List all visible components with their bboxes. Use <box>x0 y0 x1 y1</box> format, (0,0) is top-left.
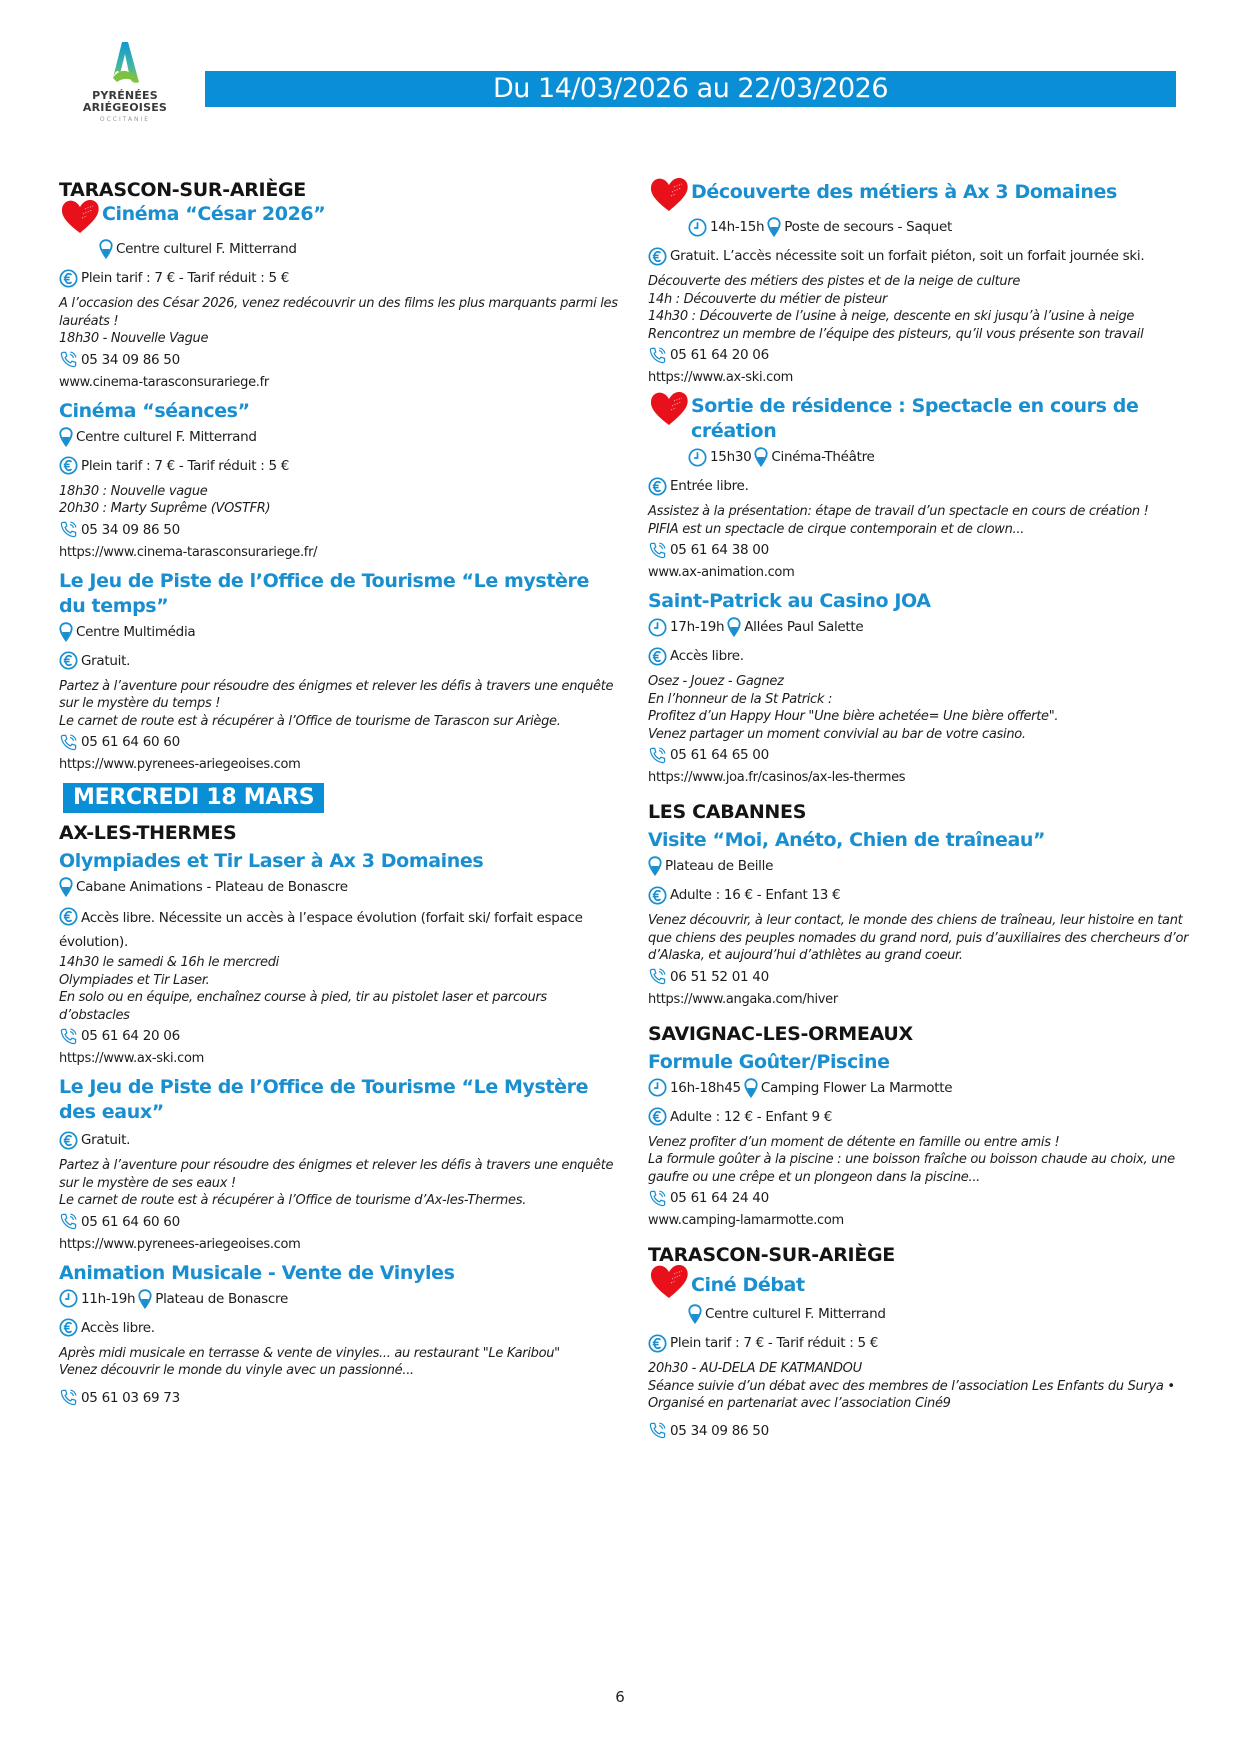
location-pin-icon <box>767 217 781 237</box>
event-location: Camping Flower La Marmotte <box>760 1079 953 1096</box>
event-phone[interactable]: 05 61 64 20 06 <box>81 1028 180 1044</box>
event-price: Gratuit. L’accès nécessite soit un forfait piéton, soit un forfait journée ski. <box>670 248 1145 264</box>
event-url-link[interactable]: https://www.pyrenees-ariegeoises.com <box>59 757 301 772</box>
description-line: 14h30 : Découverte de l’usine à neige, descente en ski jusqu’à l’usine à neige <box>648 309 1135 324</box>
town-heading: LES CABANNES <box>648 801 807 823</box>
description-line: Partez à l’aventure pour résoudre des énigmes et relever les défis à travers une enquête sur le mystère de ses eaux ! <box>59 1158 614 1191</box>
event-title: Animation Musicale - Vente de Vinyles <box>59 1261 455 1284</box>
town-heading: TARASCON-SUR-ARIÈGE <box>59 179 306 201</box>
event-card <box>648 180 1208 388</box>
event-card <box>59 399 619 563</box>
event-url-link[interactable]: https://www.cinema-tarasconsurariege.fr/ <box>59 544 318 560</box>
event-title: Sortie de résidence : Spectacle en cours de création <box>691 395 1139 442</box>
event-description <box>59 678 619 731</box>
event-phone[interactable]: 05 61 64 24 40 <box>670 1190 769 1206</box>
description-line: Le carnet de route est à récupérer à l’Office de tourisme de Tarascon sur Ariège. <box>59 713 561 729</box>
location-pin-icon <box>688 1304 702 1324</box>
location-pin-icon <box>59 427 73 447</box>
phone-icon <box>648 541 667 560</box>
event-url-link[interactable]: www.ax-animation.com <box>648 565 795 580</box>
event-price: Adulte : 12 € - Enfant 9 € <box>670 1108 833 1125</box>
event-phone[interactable]: 05 34 09 86 50 <box>670 1422 769 1439</box>
phone-icon <box>59 1212 78 1231</box>
euro-icon <box>648 247 667 266</box>
town-heading: TARASCON-SUR-ARIÈGE <box>648 1244 895 1266</box>
phone-icon <box>648 1189 667 1208</box>
description-line: Découverte des métiers des pistes et de la neige de culture <box>648 274 1021 289</box>
event-phone[interactable]: 05 34 09 86 50 <box>81 521 180 538</box>
event-card <box>648 394 1208 583</box>
event-phone[interactable]: 05 61 64 20 06 <box>670 347 769 363</box>
event-location: Poste de secours - Saquet <box>784 219 952 235</box>
event-title: Découverte des métiers à Ax 3 Domaines <box>691 181 1117 203</box>
event-time: 16h-18h45 <box>670 1079 741 1096</box>
euro-icon <box>648 886 667 905</box>
location-pin-icon <box>138 1289 152 1309</box>
event-url-link[interactable]: https://www.joa.fr/casinos/ax-les-thermes <box>648 770 906 785</box>
description-line: 20h30 - AU-DELA DE KATMANDOU <box>648 1361 862 1376</box>
event-location: Centre culturel F. Mitterrand <box>116 241 297 257</box>
event-description <box>648 503 1208 538</box>
euro-icon <box>648 647 667 666</box>
phone-icon <box>648 967 667 986</box>
event-description <box>648 1360 1208 1413</box>
logo-line-3: OCCITANIE <box>99 116 151 123</box>
description-line: Venez découvrir le monde du vinyle avec un passionné... <box>59 1363 414 1378</box>
event-title: Le Jeu de Piste de l’Office de Tourisme “Le Mystère des eaux” <box>59 1076 589 1123</box>
day-banner: MERCREDI 18 MARS <box>63 783 324 813</box>
euro-icon <box>648 477 667 496</box>
event-card <box>59 202 619 393</box>
logo-line-1: PYRÉNÉES <box>92 89 158 102</box>
phone-icon <box>648 746 667 765</box>
event-card <box>59 849 619 1069</box>
event-phone[interactable]: 05 61 64 38 00 <box>670 542 769 558</box>
event-card <box>59 1075 619 1255</box>
description-line: En l’honneur de la St Patrick : <box>648 691 833 707</box>
heart-icon <box>648 1263 690 1301</box>
event-card <box>648 828 1208 1010</box>
event-url-link[interactable]: https://www.ax-ski.com <box>648 370 793 385</box>
description-line: 14h30 le samedi & 16h le mercredi <box>59 955 279 970</box>
phone-icon <box>59 520 78 539</box>
phone-icon <box>59 1388 78 1407</box>
location-pin-icon <box>99 239 113 259</box>
clock-icon <box>59 1289 78 1308</box>
event-phone[interactable]: 05 61 64 60 60 <box>81 734 180 750</box>
clock-icon <box>688 448 707 467</box>
euro-icon <box>59 1131 78 1150</box>
event-title: Ciné Débat <box>691 1274 805 1296</box>
description-line: Le carnet de route est à récupérer à l’Office de tourisme d’Ax-les-Thermes. <box>59 1193 527 1208</box>
description-line: PIFIA est un spectacle de cirque contemporain et de clown... <box>648 521 1025 537</box>
event-price: Entrée libre. <box>670 478 749 494</box>
location-pin-icon <box>727 617 741 637</box>
euro-icon <box>59 269 78 288</box>
location-pin-icon <box>744 1078 758 1098</box>
event-description: Venez découvrir, à leur contact, le monde des chiens de traîneau, leur histoire en tant que chiens des peuples nomades du grand nord, puis d’auxiliaires des chercheurs d’or d’Alaska, et aujourd’hui d’athlètes au grand coeur. <box>648 913 1189 963</box>
description-line: Rencontrez un membre de l’équipe des pisteurs, qu’il vous présente son travail <box>648 326 1144 342</box>
description-line: Assistez à la présentation: étape de travail d’un spectacle en cours de création ! <box>648 504 1149 519</box>
description-line: En solo ou en équipe, enchaînez course à pied, tir au pistolet laser et parcours d’obstacles <box>59 990 547 1023</box>
euro-icon <box>59 456 78 475</box>
event-description <box>59 1345 619 1380</box>
location-pin-icon <box>648 856 662 876</box>
event-price-block <box>59 906 619 954</box>
pyrenees-ariegeoises-logo <box>70 38 180 138</box>
event-card <box>59 569 619 776</box>
event-location: Cabane Animations - Plateau de Bonascre <box>76 879 348 895</box>
town-heading: AX-LES-THERMES <box>59 822 237 844</box>
event-price: Plein tarif : 7 € - Tarif réduit : 5 € <box>81 457 290 474</box>
description-line: 20h30 : Marty Suprême (VOSTFR) <box>59 501 271 516</box>
event-description <box>59 483 619 518</box>
phone-icon <box>648 346 667 365</box>
event-time: 17h-19h <box>670 619 725 635</box>
event-card <box>648 1267 1208 1441</box>
euro-icon <box>59 651 78 670</box>
event-time: 14h-15h <box>710 219 765 235</box>
event-location: Centre culturel F. Mitterrand <box>76 428 257 445</box>
event-description <box>59 954 619 1024</box>
euro-icon <box>59 1318 78 1337</box>
event-title: Cinéma “séances” <box>59 399 250 422</box>
left-column <box>59 178 619 1408</box>
euro-icon <box>648 1107 667 1126</box>
event-time: 11h-19h <box>81 1290 136 1307</box>
event-phone[interactable]: 05 34 09 86 50 <box>81 351 180 368</box>
phone-icon <box>59 733 78 752</box>
description-line: 14h : Découverte du métier de pisteur <box>648 291 888 307</box>
location-pin-icon <box>59 622 73 642</box>
euro-icon <box>59 907 78 926</box>
event-url-link[interactable]: www.camping-lamarmotte.com <box>648 1213 844 1228</box>
phone-icon <box>59 350 78 369</box>
heart-icon <box>648 176 690 214</box>
clock-icon <box>648 1078 667 1097</box>
description-line: Profitez d’un Happy Hour "Une bière achetée= Une bière offerte". <box>648 709 1059 724</box>
event-price: Plein tarif : 7 € - Tarif réduit : 5 € <box>81 270 290 286</box>
description-line: Venez partager un moment convivial au bar de votre casino. <box>648 726 1026 742</box>
event-location: Centre culturel F. Mitterrand <box>705 1306 886 1322</box>
event-location: Plateau de Bonascre <box>155 1290 288 1307</box>
event-url-link[interactable]: www.cinema-tarasconsurariege.fr <box>59 374 269 390</box>
event-card <box>59 1261 619 1408</box>
description-line: Après midi musicale en terrasse & vente de vinyles... au restaurant "Le Karibou" <box>59 1345 560 1361</box>
description-line: Osez - Jouez - Gagnez <box>648 674 784 689</box>
event-location: Centre Multimédia <box>76 623 196 640</box>
event-price: Accès libre. <box>670 648 744 664</box>
phone-icon <box>59 1027 78 1046</box>
event-description <box>59 1157 619 1210</box>
event-url-link[interactable]: https://www.angaka.com/hiver <box>648 991 838 1007</box>
description-line: Organisé en partenariat avec l’association Ciné9 <box>648 1396 951 1411</box>
description-line: 18h30 - Nouvelle Vague <box>59 331 209 346</box>
location-pin-icon <box>754 447 768 467</box>
event-title: Le Jeu de Piste de l’Office de Tourisme “Le mystère du temps” <box>59 569 589 617</box>
event-location: Cinéma-Théâtre <box>771 449 875 465</box>
event-title: Olympiades et Tir Laser à Ax 3 Domaines <box>59 850 484 872</box>
event-description <box>648 673 1208 743</box>
event-description <box>648 1134 1208 1187</box>
event-url-link[interactable]: https://www.ax-ski.com <box>59 1051 204 1066</box>
event-title: Visite “Moi, Anéto, Chien de traîneau” <box>648 829 1046 851</box>
event-title: Saint-Patrick au Casino JOA <box>648 590 931 612</box>
description-line: Partez à l’aventure pour résoudre des énigmes et relever les défis à travers une enquête sur le mystère du temps ! <box>59 678 614 711</box>
location-pin-icon <box>59 877 73 897</box>
event-title: Formule Goûter/Piscine <box>648 1050 890 1073</box>
date-range-banner: Du 14/03/2026 au 22/03/2026 <box>205 71 1176 107</box>
description-line: Venez profiter d’un moment de détente en famille ou entre amis ! <box>648 1134 1060 1150</box>
description-line: A l’occasion des César 2026, venez redécouvrir un des films les plus marquants parmi les lauréats ! <box>59 296 618 329</box>
logo-mark-icon <box>105 38 145 90</box>
heart-icon <box>648 390 690 428</box>
description-line: 18h30 : Nouvelle vague <box>59 483 208 499</box>
description-line: La formule goûter à la piscine : une boisson fraîche ou boisson chaude au choix, une gaufre ou une crêpe et un plongeon dans la piscine... <box>648 1152 1175 1185</box>
event-price: Plein tarif : 7 € - Tarif réduit : 5 € <box>670 1335 879 1351</box>
right-column <box>648 180 1208 1441</box>
logo-line-2: ARIÉGEOISES <box>82 101 168 114</box>
event-phone[interactable]: 05 61 64 65 00 <box>670 747 769 763</box>
event-phone[interactable]: 05 61 64 60 60 <box>81 1213 180 1230</box>
description-line: Séance suivie d’un débat avec des membres de l’association Les Enfants du Surya • <box>648 1378 1175 1394</box>
event-time: 15h30 <box>710 449 752 465</box>
euro-icon <box>648 1334 667 1353</box>
heart-icon <box>59 198 101 236</box>
event-price: Accès libre. Nécessite un accès à l’espace évolution (forfait ski/ forfait espace évolution). <box>59 910 583 950</box>
event-description <box>59 295 619 348</box>
phone-icon <box>648 1421 667 1440</box>
page-number: 6 <box>615 1688 625 1706</box>
event-card <box>648 589 1208 788</box>
event-price: Accès libre. <box>81 1319 155 1336</box>
clock-icon <box>648 618 667 637</box>
event-price: Gratuit. <box>81 652 131 669</box>
event-card <box>648 1050 1208 1232</box>
event-phone[interactable]: 05 61 03 69 73 <box>81 1389 180 1406</box>
clock-icon <box>688 218 707 237</box>
event-location: Allées Paul Salette <box>744 619 864 635</box>
event-price: Gratuit. <box>81 1132 131 1148</box>
event-price: Adulte : 16 € - Enfant 13 € <box>670 887 841 903</box>
town-heading: SAVIGNAC-LES-ORMEAUX <box>648 1022 913 1045</box>
event-location: Plateau de Beille <box>665 858 774 874</box>
description-line: Olympiades et Tir Laser. <box>59 972 210 988</box>
event-title: Cinéma “César 2026” <box>102 203 326 225</box>
event-description <box>648 273 1208 343</box>
event-phone[interactable]: 06 51 52 01 40 <box>670 968 769 985</box>
event-url-link[interactable]: https://www.pyrenees-ariegeoises.com <box>59 1236 301 1252</box>
